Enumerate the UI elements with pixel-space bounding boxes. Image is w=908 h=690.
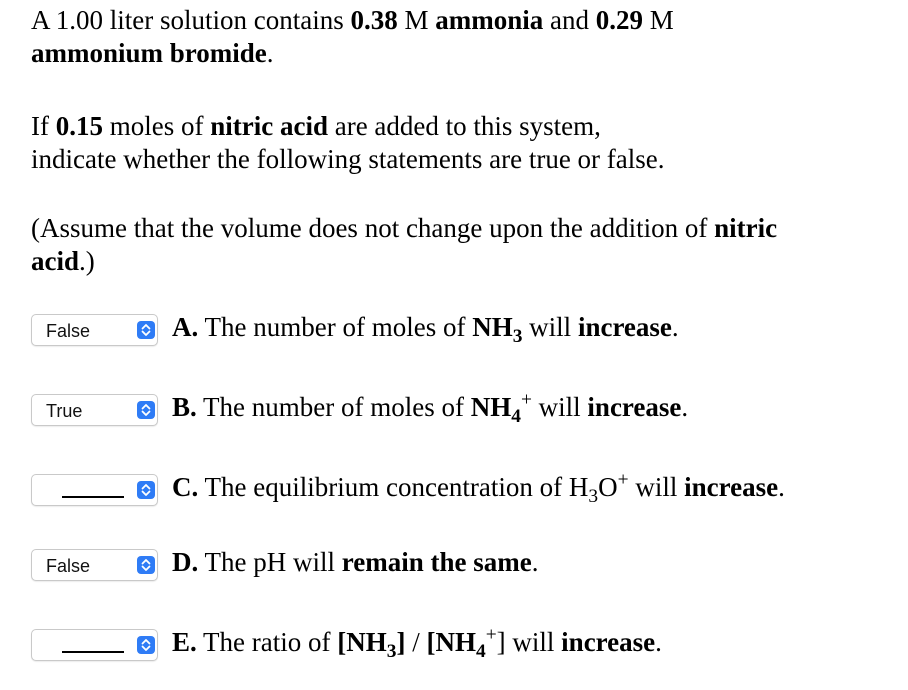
salt-concentration: 0.29 — [595, 5, 643, 35]
up-down-chevron-icon — [137, 401, 155, 419]
selected-value: False — [46, 321, 91, 341]
salt-name: ammonium bromide — [31, 38, 267, 68]
up-down-chevron-icon — [137, 636, 155, 654]
assumption-note: (Assume that the volume does not change upon the addition of nitric acid.) — [31, 213, 778, 276]
answer-select-e[interactable] — [31, 629, 158, 661]
answer-select-d[interactable] — [31, 549, 158, 581]
statement-text-a: A. The number of moles of $NH_3$ will increase. — [172, 312, 679, 348]
statement-text-d: D. The pH will remain the same. — [172, 547, 539, 577]
empty-selection-line — [62, 496, 124, 498]
task-paragraph: If 0.15 moles of nitric acid are added to this system, indicate whether the following statements are true or false. — [31, 111, 665, 174]
answer-select-b[interactable] — [31, 394, 158, 426]
acid-moles: 0.15 — [55, 111, 103, 141]
ammonia-concentration: 0.38 — [350, 5, 398, 35]
acid-name: nitric acid — [210, 111, 328, 141]
statement-text-c: C. The equilibrium concentration of $H_3O^+$ will increase. — [172, 469, 785, 508]
answer-select-c[interactable] — [31, 474, 158, 506]
up-down-chevron-icon — [137, 556, 155, 574]
selected-value: False — [46, 556, 91, 576]
statement-text-e: E. The ratio of $[NH_3] / [NH_4^+]$ will increase. — [172, 624, 662, 663]
statement-text-b: B. The number of moles of $NH_4^+$ will increase. — [172, 389, 689, 428]
up-down-chevron-icon — [137, 321, 155, 339]
intro-paragraph: A 1.00 liter solution contains 0.38 M ammonia and 0.29 M ammonium bromide. — [31, 5, 674, 68]
selected-value: True — [46, 401, 83, 421]
answer-select-a[interactable] — [31, 314, 158, 346]
ammonia-name: ammonia — [435, 5, 544, 35]
up-down-chevron-icon — [137, 481, 155, 499]
empty-selection-line — [62, 651, 124, 653]
